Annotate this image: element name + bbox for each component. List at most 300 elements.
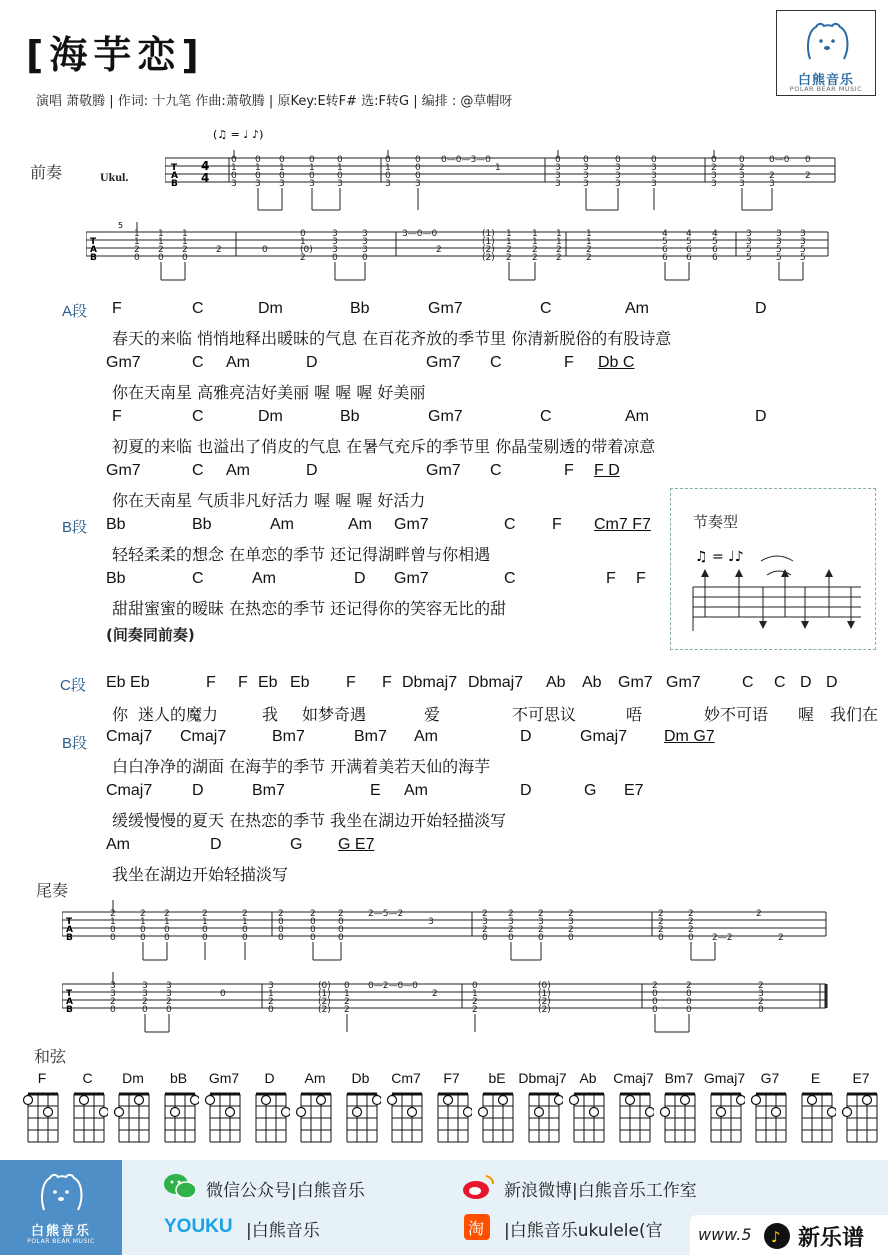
svg-text:2: 2 — [658, 925, 664, 935]
svg-text:0: 0 — [385, 155, 391, 165]
chord-symbol: D — [755, 408, 767, 425]
svg-text:0: 0 — [182, 253, 188, 263]
chord-symbol: C — [504, 516, 516, 533]
chord-symbol: Gmaj7 — [580, 728, 628, 745]
chord-symbol: Gm7 — [426, 354, 461, 371]
chord-symbol: C — [192, 354, 204, 371]
chord-symbol: F — [206, 674, 216, 691]
chord-symbol: F — [382, 674, 392, 691]
svg-text:3: 3 — [615, 179, 621, 189]
chord-symbol: Dm — [258, 408, 283, 425]
chord-name: bE — [488, 1070, 506, 1086]
svg-text:1: 1 — [110, 917, 116, 927]
lyric-line — [0, 862, 888, 884]
chord-symbol: Bb — [350, 300, 370, 317]
segment-label-c: C段 — [60, 677, 86, 694]
chord-symbol: D — [800, 674, 812, 691]
chord-symbol: C — [540, 300, 552, 317]
svg-text:0: 0 — [310, 933, 316, 943]
svg-text:3: 3 — [583, 179, 589, 189]
chord-symbol: Dm — [258, 300, 283, 317]
rhythm-pattern-box — [670, 488, 876, 650]
chord-grid — [159, 1090, 199, 1150]
svg-text:(2): (2) — [538, 997, 551, 1007]
svg-text:3: 3 — [776, 229, 782, 239]
svg-text:6: 6 — [686, 253, 692, 263]
svg-text:0—0—3—0: 0—0—3—0 — [441, 155, 491, 165]
svg-text:0: 0 — [134, 253, 140, 263]
svg-text:3: 3 — [651, 171, 657, 181]
lyric-text: 你在天南星 高雅亮洁好美丽 喔 喔 喔 好美丽 — [112, 383, 426, 402]
svg-text:0: 0 — [805, 155, 811, 165]
taobao-shop: |白熊音乐ukulele(官 — [504, 1221, 663, 1241]
brand-name-cn: 白熊音乐 — [797, 73, 854, 88]
chord-symbol: Dm G7 — [664, 728, 715, 745]
svg-text:2: 2 — [778, 933, 784, 943]
svg-text:3: 3 — [268, 981, 274, 991]
svg-text:(0): (0) — [300, 245, 313, 255]
svg-text:4: 4 — [662, 229, 668, 239]
chord-symbol: F — [112, 408, 122, 425]
svg-text:3: 3 — [615, 163, 621, 173]
svg-text:1: 1 — [532, 229, 538, 239]
svg-text:2: 2 — [758, 997, 764, 1007]
svg-text:1: 1 — [268, 989, 274, 999]
chord-symbol: F — [606, 570, 616, 587]
svg-text:6: 6 — [712, 253, 718, 263]
svg-text:3: 3 — [651, 179, 657, 189]
svg-text:3: 3 — [337, 179, 343, 189]
svg-text:0: 0 — [262, 245, 268, 255]
lyric-line — [0, 702, 888, 724]
svg-text:0: 0 — [652, 997, 658, 1007]
svg-text:0: 0 — [758, 1005, 764, 1015]
svg-text:0: 0 — [415, 155, 421, 165]
svg-text:1: 1 — [556, 229, 562, 239]
chord-grid — [659, 1090, 699, 1150]
svg-text:1: 1 — [532, 237, 538, 247]
svg-text:0: 0 — [164, 925, 170, 935]
svg-text:3: 3 — [583, 171, 589, 181]
svg-text:0: 0 — [385, 171, 391, 181]
svg-text:1: 1 — [182, 229, 188, 239]
svg-text:3: 3 — [711, 179, 717, 189]
chord-grid — [477, 1090, 517, 1150]
svg-text:0: 0 — [309, 155, 315, 165]
svg-text:3: 3 — [428, 917, 434, 927]
chord-symbol: Gm7 — [428, 408, 463, 425]
chord-symbol: Am — [414, 728, 438, 745]
chord-symbol: Am — [226, 354, 250, 371]
chord-symbol: Am — [348, 516, 372, 533]
svg-text:2: 2 — [739, 163, 745, 173]
svg-text:0: 0 — [140, 925, 146, 935]
lyric-text: 如梦奇遇 — [302, 705, 367, 724]
svg-text:0: 0 — [142, 1005, 148, 1015]
svg-text:1: 1 — [255, 163, 261, 173]
svg-text:2: 2 — [688, 909, 694, 919]
intro-tab-line-1 — [165, 120, 845, 220]
svg-text:1: 1 — [300, 237, 306, 247]
svg-text:A: A — [66, 997, 73, 1007]
chord-symbol: D — [826, 674, 838, 691]
svg-text:0: 0 — [482, 933, 488, 943]
svg-text:(2): (2) — [538, 1005, 551, 1015]
chord-symbol: Am — [270, 516, 294, 533]
chord-symbol: D — [520, 728, 532, 745]
lyric-line — [0, 380, 888, 402]
footer-brand-cn: 白熊音乐 — [30, 1224, 91, 1239]
chord-grid — [68, 1090, 108, 1150]
instrument-label: Ukul. — [100, 170, 129, 184]
chord-symbol: Cm7 F7 — [594, 516, 651, 533]
chord-grid — [341, 1090, 381, 1150]
svg-text:2: 2 — [182, 245, 188, 255]
chord-symbol: Eb — [290, 674, 310, 691]
intro-tag: 前奏 — [30, 163, 63, 182]
svg-text:3: 3 — [166, 981, 172, 991]
svg-text:2: 2 — [688, 917, 694, 927]
chord-name: C — [82, 1070, 93, 1086]
page-title: [海芋恋] — [26, 33, 205, 77]
svg-text:0: 0 — [278, 917, 284, 927]
svg-text:5: 5 — [800, 245, 806, 255]
svg-text:1: 1 — [164, 917, 170, 927]
svg-text:0: 0 — [110, 933, 116, 943]
polar-bear-icon — [802, 19, 852, 67]
svg-text:0: 0 — [231, 155, 237, 165]
taobao-icon — [462, 1212, 492, 1242]
chord-symbol: Gm7 — [426, 462, 461, 479]
chord-symbol: D — [192, 782, 204, 799]
segment-label-b2: B段 — [62, 735, 88, 752]
svg-text:B: B — [171, 179, 178, 189]
site-watermark — [690, 1215, 888, 1255]
chord-symbol: C — [192, 408, 204, 425]
svg-text:0: 0 — [202, 925, 208, 935]
svg-text:1: 1 — [158, 237, 164, 247]
footer-brand-en: POLAR BEAR MUSIC — [27, 1238, 95, 1245]
svg-text:3: 3 — [110, 981, 116, 991]
svg-text:0: 0 — [362, 253, 368, 263]
svg-text:0: 0 — [652, 1005, 658, 1015]
chord-symbol: Gm7 — [106, 462, 141, 479]
svg-text:2: 2 — [658, 909, 664, 919]
chord-grid — [432, 1090, 472, 1150]
svg-text:3: 3 — [555, 179, 561, 189]
svg-text:0: 0 — [310, 925, 316, 935]
lyric-text: 你在天南星 气质非凡好活力 喔 喔 喔 好活力 — [112, 491, 426, 510]
chord-symbol: Bm7 — [272, 728, 305, 745]
svg-text:0: 0 — [337, 155, 343, 165]
svg-text:6: 6 — [712, 245, 718, 255]
svg-text:3: 3 — [362, 229, 368, 239]
lyric-text: 白白净净的湖面 在海芋的季节 开满着美若天仙的海芋 — [112, 757, 491, 776]
svg-text:5: 5 — [800, 253, 806, 263]
chord-symbol: Bm7 — [354, 728, 387, 745]
interlude-note: (间奏同前奏) — [106, 626, 195, 644]
svg-text:0: 0 — [472, 981, 478, 991]
chord-symbol: D — [210, 836, 222, 853]
chord-symbol: Db C — [598, 354, 635, 371]
svg-text:2: 2 — [711, 163, 717, 173]
svg-text:3: 3 — [800, 229, 806, 239]
chord-symbol: D — [354, 570, 366, 587]
svg-text:T: T — [171, 163, 178, 173]
svg-text:0: 0 — [164, 933, 170, 943]
svg-text:2: 2 — [110, 997, 116, 1007]
chord-diagrams — [14, 1070, 884, 1150]
svg-text:(1): (1) — [482, 229, 495, 239]
lyric-text: 甜甜蜜蜜的暧昧 在热恋的季节 还记得你的笑容无比的甜 — [112, 599, 507, 618]
svg-text:4: 4 — [686, 229, 692, 239]
chord-name: Bm7 — [664, 1070, 694, 1086]
chord-symbol: F — [564, 354, 574, 371]
svg-text:3: 3 — [746, 237, 752, 247]
lyric-text: 不可思议 — [512, 705, 577, 724]
svg-text:0: 0 — [300, 229, 306, 239]
svg-text:2: 2 — [756, 909, 762, 919]
outro-tag: 尾奏 — [36, 881, 69, 900]
svg-text:1: 1 — [337, 163, 343, 173]
weibo-account: 新浪微博|白熊音乐工作室 — [504, 1181, 697, 1201]
svg-text:0: 0 — [538, 933, 544, 943]
chord-name: Am — [304, 1070, 326, 1086]
chord-symbol: D — [306, 462, 318, 479]
chord-symbol: Dbmaj7 — [468, 674, 524, 691]
chord-name: Cmaj7 — [613, 1070, 654, 1086]
chord-name: Dbmaj7 — [518, 1070, 567, 1086]
svg-text:3: 3 — [415, 179, 421, 189]
chord-grid — [204, 1090, 244, 1150]
svg-text:3: 3 — [309, 179, 315, 189]
svg-text:6: 6 — [662, 245, 668, 255]
svg-text:0: 0 — [688, 933, 694, 943]
svg-text:0—2—0—0: 0—2—0—0 — [368, 981, 418, 991]
chord-symbol: F D — [594, 462, 620, 479]
svg-text:3: 3 — [769, 179, 775, 189]
svg-text:2: 2 — [568, 925, 574, 935]
svg-text:2: 2 — [586, 245, 592, 255]
svg-text:2: 2 — [532, 253, 538, 263]
youku-account: |白熊音乐 — [246, 1221, 320, 1241]
svg-text:2: 2 — [202, 909, 208, 919]
svg-text:6: 6 — [686, 245, 692, 255]
chord-symbol: C — [192, 462, 204, 479]
chord-name: E7 — [852, 1070, 870, 1086]
chord-symbol: Gm7 — [618, 674, 653, 691]
chord-symbol: Bb — [192, 516, 212, 533]
lyric-text: 我 — [262, 705, 279, 724]
svg-text:0: 0 — [338, 933, 344, 943]
lyric-text: 唔 — [626, 705, 643, 724]
chord-symbol: D — [306, 354, 318, 371]
svg-text:A: A — [90, 245, 97, 255]
svg-text:0: 0 — [686, 989, 692, 999]
svg-text:0: 0 — [278, 925, 284, 935]
svg-text:2: 2 — [300, 253, 306, 263]
chord-symbol: C — [192, 300, 204, 317]
svg-text:1: 1 — [231, 163, 237, 173]
svg-text:2: 2 — [508, 909, 514, 919]
svg-text:1: 1 — [506, 237, 512, 247]
chord-grid — [386, 1090, 426, 1150]
chord-symbol: Bb — [106, 570, 126, 587]
chord-line — [0, 674, 888, 696]
svg-text:0: 0 — [332, 253, 338, 263]
lyric-text: 我们在 — [830, 705, 879, 724]
chord-symbol: C — [490, 354, 502, 371]
svg-text:(1): (1) — [318, 989, 331, 999]
svg-text:2: 2 — [556, 245, 562, 255]
chord-grid — [113, 1090, 153, 1150]
chord-name: E — [810, 1070, 821, 1086]
svg-text:0: 0 — [338, 925, 344, 935]
svg-text:3: 3 — [332, 245, 338, 255]
svg-text:(1): (1) — [482, 237, 495, 247]
svg-text:5: 5 — [712, 237, 718, 247]
chord-symbol: F — [552, 516, 562, 533]
svg-text:2: 2 — [216, 245, 222, 255]
chord-symbol: Am — [625, 300, 649, 317]
svg-text:3: 3 — [332, 229, 338, 239]
svg-text:4: 4 — [712, 229, 718, 239]
footer-brand — [0, 1160, 122, 1255]
chord-grid — [22, 1090, 62, 1150]
svg-text:2: 2 — [686, 981, 692, 991]
svg-text:0: 0 — [220, 989, 226, 999]
svg-text:(2): (2) — [482, 253, 495, 263]
lyric-text: 迷人的魔力 — [138, 705, 219, 724]
svg-text:2—2: 2—2 — [712, 933, 733, 943]
svg-text:1: 1 — [158, 229, 164, 239]
svg-text:5: 5 — [662, 237, 668, 247]
svg-text:2: 2 — [556, 253, 562, 263]
svg-text:2: 2 — [310, 909, 316, 919]
svg-text:3: 3 — [231, 179, 237, 189]
svg-text:3: 3 — [568, 917, 574, 927]
svg-text:3: 3 — [651, 163, 657, 173]
polar-bear-icon — [36, 1170, 86, 1216]
lyric-line — [0, 434, 888, 456]
chord-name: Gm7 — [208, 1070, 240, 1086]
chord-symbol: Eb Eb — [106, 674, 150, 691]
svg-text:淘: 淘 — [468, 1219, 485, 1238]
svg-text:2: 2 — [506, 253, 512, 263]
chord-line — [0, 728, 888, 750]
chord-symbol: F — [238, 674, 248, 691]
watermark-url: www.5 — [698, 1225, 752, 1244]
svg-text:0: 0 — [686, 997, 692, 1007]
svg-text:0: 0 — [242, 933, 248, 943]
chord-symbol: F — [112, 300, 122, 317]
svg-text:0: 0 — [166, 1005, 172, 1015]
svg-text:0: 0 — [615, 155, 621, 165]
chord-symbol: Ab — [546, 674, 566, 691]
svg-text:3: 3 — [555, 163, 561, 173]
outro-tab-line-1 — [62, 892, 832, 972]
svg-text:3: 3 — [332, 237, 338, 247]
chord-symbol: Gm7 — [428, 300, 463, 317]
svg-text:3: 3 — [142, 989, 148, 999]
chord-name: F — [37, 1070, 47, 1086]
chord-line — [0, 408, 888, 430]
chord-grid — [568, 1090, 608, 1150]
chord-name: Dm — [122, 1070, 144, 1086]
svg-text:5: 5 — [686, 237, 692, 247]
intro-tab-line-2 — [86, 218, 836, 298]
chord-symbol: Eb — [258, 674, 278, 691]
svg-text:2: 2 — [110, 909, 116, 919]
svg-text:0: 0 — [110, 925, 116, 935]
chord-symbol: Dbmaj7 — [402, 674, 458, 691]
svg-text:1: 1 — [495, 163, 501, 173]
svg-text:(♫ = ♩ ♪): (♫ = ♩ ♪) — [213, 128, 264, 141]
svg-text:5: 5 — [746, 245, 752, 255]
chord-name: Ab — [579, 1070, 597, 1086]
chord-symbol: Am — [106, 836, 130, 853]
lyric-text: 春天的来临 悄悄地释出暖昧的气息 在百花齐放的季节里 你清新脱俗的有股诗意 — [112, 329, 672, 348]
svg-text:1: 1 — [556, 237, 562, 247]
svg-text:2: 2 — [472, 997, 478, 1007]
watermark-name: 新乐谱 — [798, 1226, 865, 1251]
svg-text:T: T — [66, 989, 73, 999]
svg-text:3: 3 — [800, 237, 806, 247]
svg-text:0: 0 — [309, 171, 315, 181]
svg-text:0: 0 — [337, 171, 343, 181]
svg-text:0: 0 — [583, 155, 589, 165]
svg-text:5: 5 — [118, 221, 124, 230]
chord-name: F7 — [443, 1070, 460, 1086]
chord-symbol: C — [192, 570, 204, 587]
chord-symbol: Bb — [106, 516, 126, 533]
svg-text:T: T — [90, 237, 97, 247]
svg-text:3—0—0: 3—0—0 — [402, 229, 438, 239]
svg-text:0: 0 — [344, 981, 350, 991]
svg-text:3: 3 — [142, 981, 148, 991]
lyric-line — [0, 808, 888, 830]
svg-text:3: 3 — [538, 917, 544, 927]
lyric-text: 你 — [112, 705, 129, 724]
svg-text:B: B — [66, 1005, 73, 1015]
chord-grid — [523, 1090, 563, 1150]
svg-text:2: 2 — [568, 909, 574, 919]
svg-text:0—0: 0—0 — [769, 155, 790, 165]
svg-text:♪: ♪ — [771, 1228, 781, 1246]
svg-text:3: 3 — [711, 171, 717, 181]
chord-symbol: C — [540, 408, 552, 425]
chord-symbol: C — [742, 674, 754, 691]
chord-line — [0, 354, 888, 376]
lyric-text: 缓缓慢慢的夏天 在热恋的季节 我坐在湖边开始轻描淡写 — [112, 811, 507, 830]
svg-text:3: 3 — [776, 237, 782, 247]
chord-line — [0, 300, 888, 322]
chord-symbol: F — [346, 674, 356, 691]
svg-text:2: 2 — [805, 171, 811, 181]
svg-text:B: B — [90, 253, 97, 263]
chord-line — [0, 462, 888, 484]
svg-text:2: 2 — [508, 925, 514, 935]
svg-text:2: 2 — [652, 981, 658, 991]
svg-text:0: 0 — [686, 1005, 692, 1015]
svg-text:(1): (1) — [538, 989, 551, 999]
chord-symbol: D — [755, 300, 767, 317]
svg-text:3: 3 — [255, 179, 261, 189]
svg-text:2: 2 — [586, 253, 592, 263]
svg-text:(0): (0) — [318, 981, 331, 991]
svg-text:0: 0 — [658, 933, 664, 943]
chord-grid — [841, 1090, 881, 1150]
